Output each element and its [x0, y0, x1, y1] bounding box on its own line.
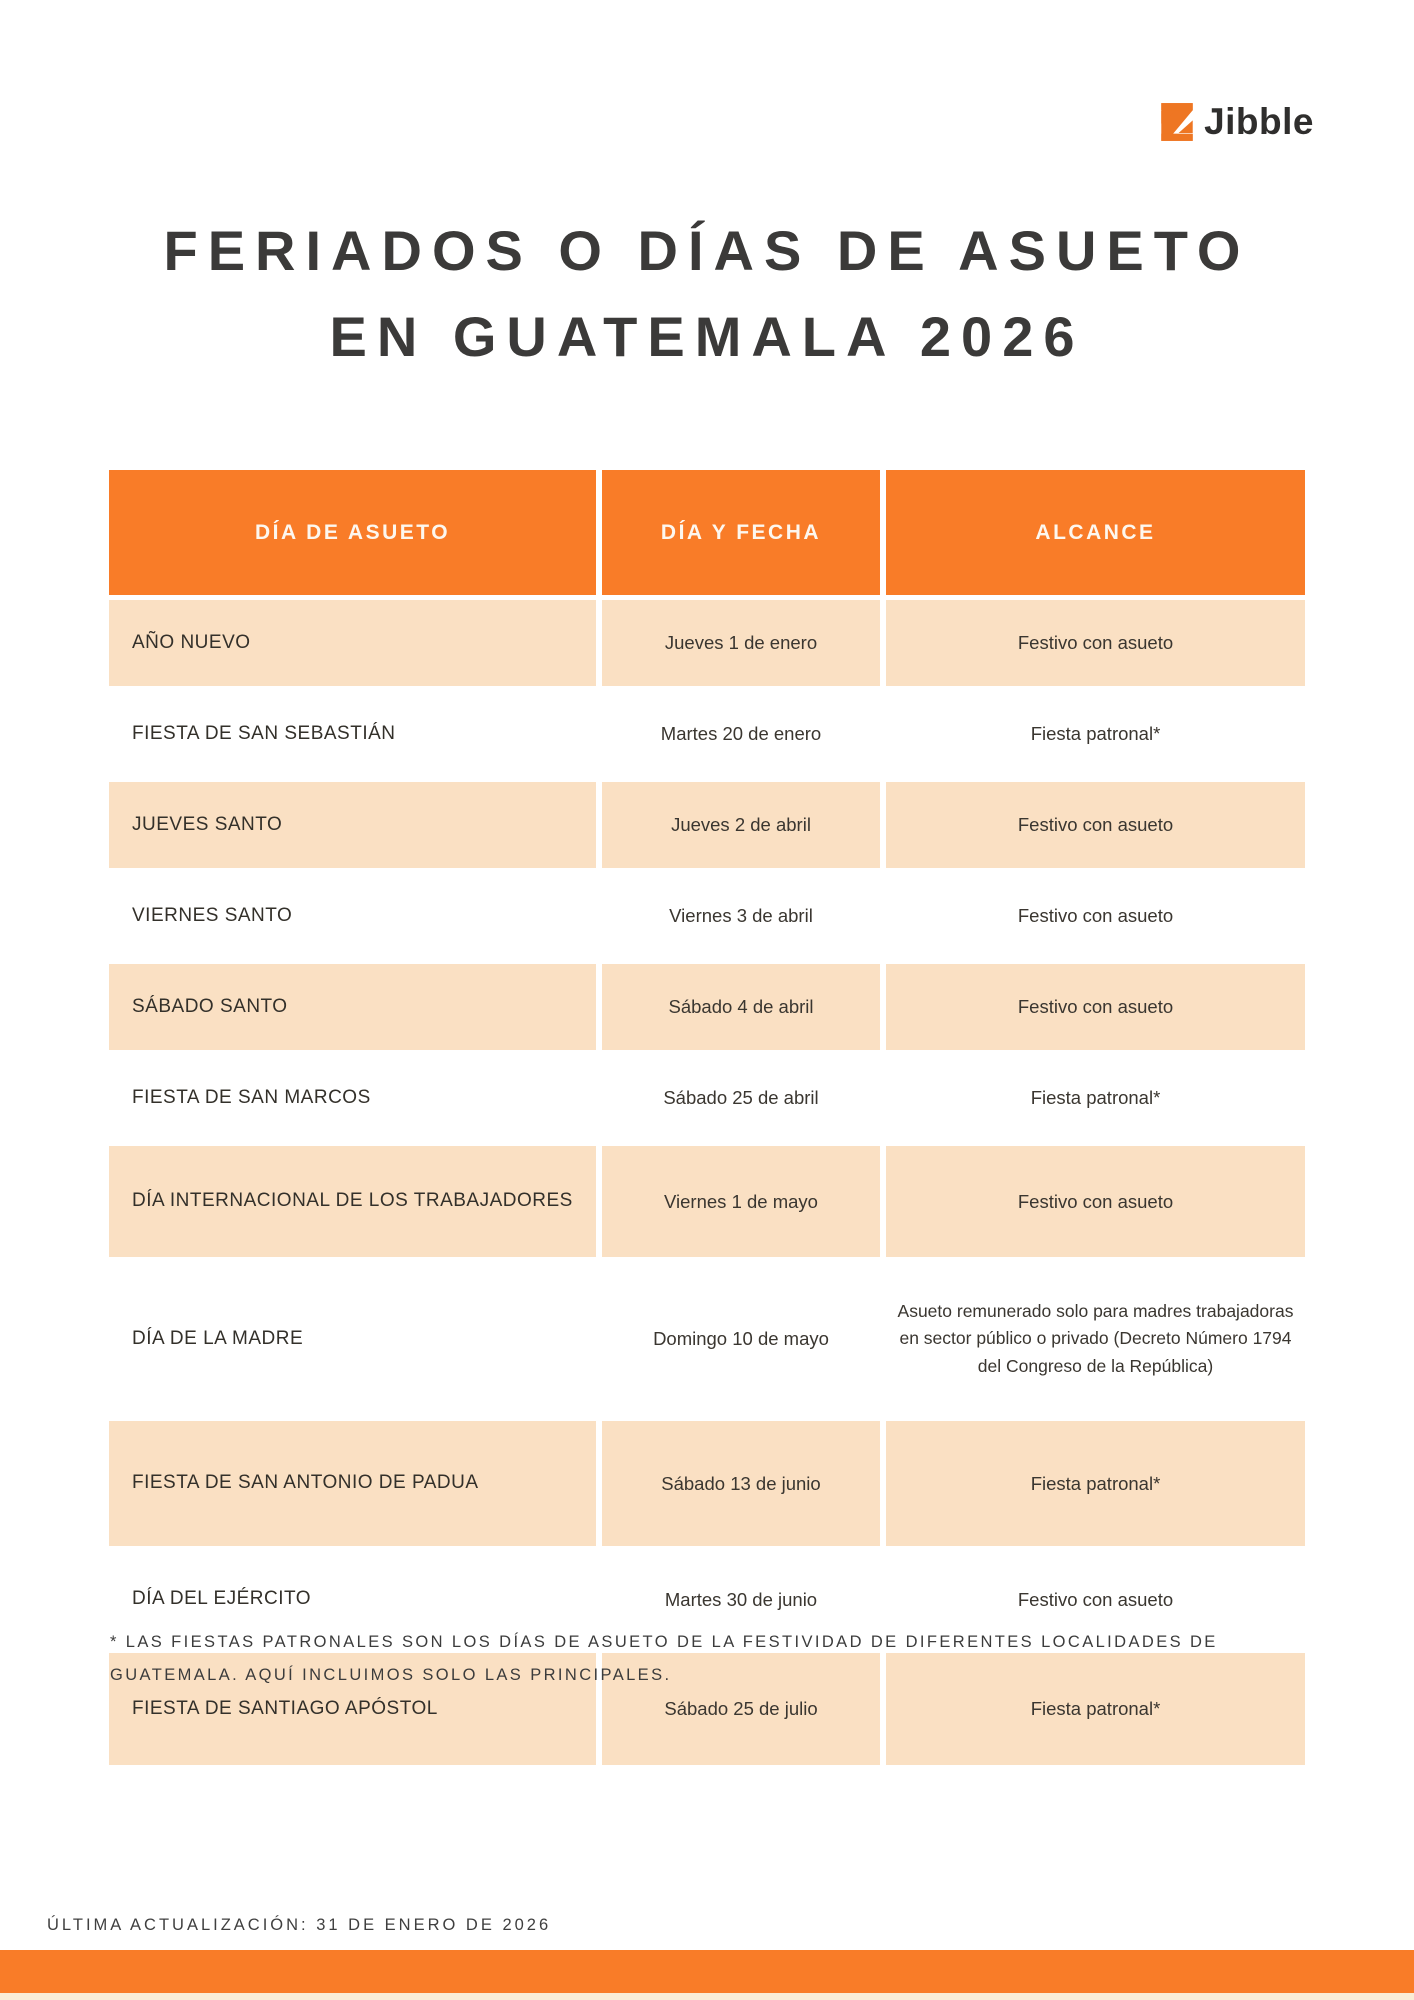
holiday-date: Martes 30 de junio	[664, 1588, 818, 1610]
holidays-table	[109, 470, 1305, 1770]
holiday-cell	[109, 1421, 596, 1546]
holiday-date: Jueves 2 de abril	[671, 814, 811, 836]
holiday-cell	[109, 691, 596, 777]
holiday-name: FIESTA DE SAN SEBASTIÁN	[132, 722, 396, 744]
holiday-name: DÍA DEL EJÉRCITO	[132, 1588, 312, 1610]
brand-name: Jibble	[1204, 101, 1314, 142]
table-row	[109, 1421, 1305, 1546]
holiday-name: JUEVES SANTO	[132, 813, 283, 835]
holiday-cell	[109, 1146, 596, 1257]
table-row	[109, 782, 1305, 868]
holiday-cell	[109, 964, 596, 1050]
brand-logo	[1158, 100, 1314, 144]
date-cell	[602, 1055, 880, 1141]
table-row	[109, 691, 1305, 777]
scope-cell	[886, 1262, 1305, 1416]
holiday-name: DÍA INTERNACIONAL DE LOS TRABAJADORES	[132, 1190, 573, 1212]
holiday-name: FIESTA DE SANTIAGO APÓSTOL	[132, 1697, 438, 1719]
footer-strip	[0, 1993, 1414, 2000]
date-cell	[602, 1421, 880, 1546]
footnote: * LAS FIESTAS PATRONALES SON LOS DÍAS DE ASUETO DE LA FESTIVIDAD DE DIFERENTES LOCALIDADES DE GUATEMALA. AQUÍ INCLUIMOS SOLO LAS PRINCIPALES.	[110, 1633, 1218, 1684]
holiday-date: Domingo 10 de mayo	[653, 1328, 829, 1350]
date-cell	[602, 782, 880, 868]
holiday-date: Sábado 13 de junio	[661, 1472, 821, 1494]
holiday-scope: Fiesta patronal*	[1030, 723, 1161, 745]
holiday-scope: Festivo con asueto	[1017, 1190, 1174, 1212]
holiday-name: FIESTA DE SAN MARCOS	[132, 1086, 371, 1108]
holiday-scope: Festivo con asueto	[1017, 1588, 1174, 1610]
holiday-scope: Festivo con asueto	[1017, 996, 1174, 1018]
scope-cell	[886, 1055, 1305, 1141]
date-cell	[602, 1262, 880, 1416]
holiday-date: Martes 20 de enero	[660, 723, 822, 745]
hourglass-icon	[1158, 100, 1196, 144]
holiday-scope: Festivo con asueto	[1017, 905, 1174, 927]
holiday-scope: Fiesta patronal*	[1030, 1698, 1161, 1720]
page-title	[0, 208, 1414, 380]
holiday-date: Viernes 3 de abril	[669, 905, 813, 927]
scope-cell	[886, 1421, 1305, 1546]
holiday-name: AÑO NUEVO	[132, 631, 251, 653]
holiday-name: SÁBADO SANTO	[132, 995, 288, 1017]
holiday-cell	[109, 1262, 596, 1416]
holiday-date: Sábado 25 de abril	[663, 1087, 819, 1109]
holiday-scope: Fiesta patronal*	[1030, 1087, 1161, 1109]
header-cell-holiday: DÍA DE ASUETO	[109, 470, 596, 595]
date-cell	[602, 964, 880, 1050]
table-body	[109, 600, 1305, 1765]
scope-cell	[886, 1146, 1305, 1257]
holiday-scope: Asueto remunerado solo para madres trabajadoras en sector público o privado (Decreto Número 1794 del Congreso de la República)	[897, 1301, 1294, 1376]
table-header-row	[109, 470, 1305, 595]
holiday-cell	[109, 873, 596, 959]
date-cell	[602, 873, 880, 959]
table-row	[109, 600, 1305, 686]
scope-cell	[886, 964, 1305, 1050]
scope-cell	[886, 691, 1305, 777]
date-cell	[602, 600, 880, 686]
table-row	[109, 1262, 1305, 1416]
table-row	[109, 873, 1305, 959]
title-line-1: FERIADOS O DÍAS DE ASUETO	[163, 219, 1251, 282]
holiday-cell	[109, 600, 596, 686]
date-cell	[602, 691, 880, 777]
holiday-scope: Festivo con asueto	[1017, 632, 1174, 654]
date-cell	[602, 1146, 880, 1257]
holiday-date: Sábado 25 de julio	[664, 1698, 818, 1720]
holiday-scope: Fiesta patronal*	[1030, 1472, 1161, 1494]
holiday-name: FIESTA DE SAN ANTONIO DE PADUA	[132, 1472, 479, 1494]
holiday-cell	[109, 782, 596, 868]
holiday-date: Sábado 4 de abril	[668, 996, 814, 1018]
last-updated-text: ÚLTIMA ACTUALIZACIÓN: 31 DE ENERO DE 2026	[47, 1916, 552, 1934]
table-row	[109, 1055, 1305, 1141]
footer-bar	[0, 1950, 1414, 1993]
table-row	[109, 1146, 1305, 1257]
holiday-scope: Festivo con asueto	[1017, 814, 1174, 836]
holiday-name: DÍA DE LA MADRE	[132, 1327, 304, 1349]
header-cell-scope: ALCANCE	[886, 470, 1305, 595]
holiday-name: VIERNES SANTO	[132, 904, 293, 926]
holiday-cell	[109, 1055, 596, 1141]
scope-cell	[886, 600, 1305, 686]
holiday-date: Jueves 1 de enero	[664, 632, 818, 654]
scope-cell	[886, 873, 1305, 959]
table-row	[109, 964, 1305, 1050]
scope-cell	[886, 782, 1305, 868]
title-line-2: EN GUATEMALA 2026	[329, 305, 1085, 368]
holiday-date: Viernes 1 de mayo	[664, 1190, 818, 1212]
header-cell-date: DÍA Y FECHA	[602, 470, 880, 595]
